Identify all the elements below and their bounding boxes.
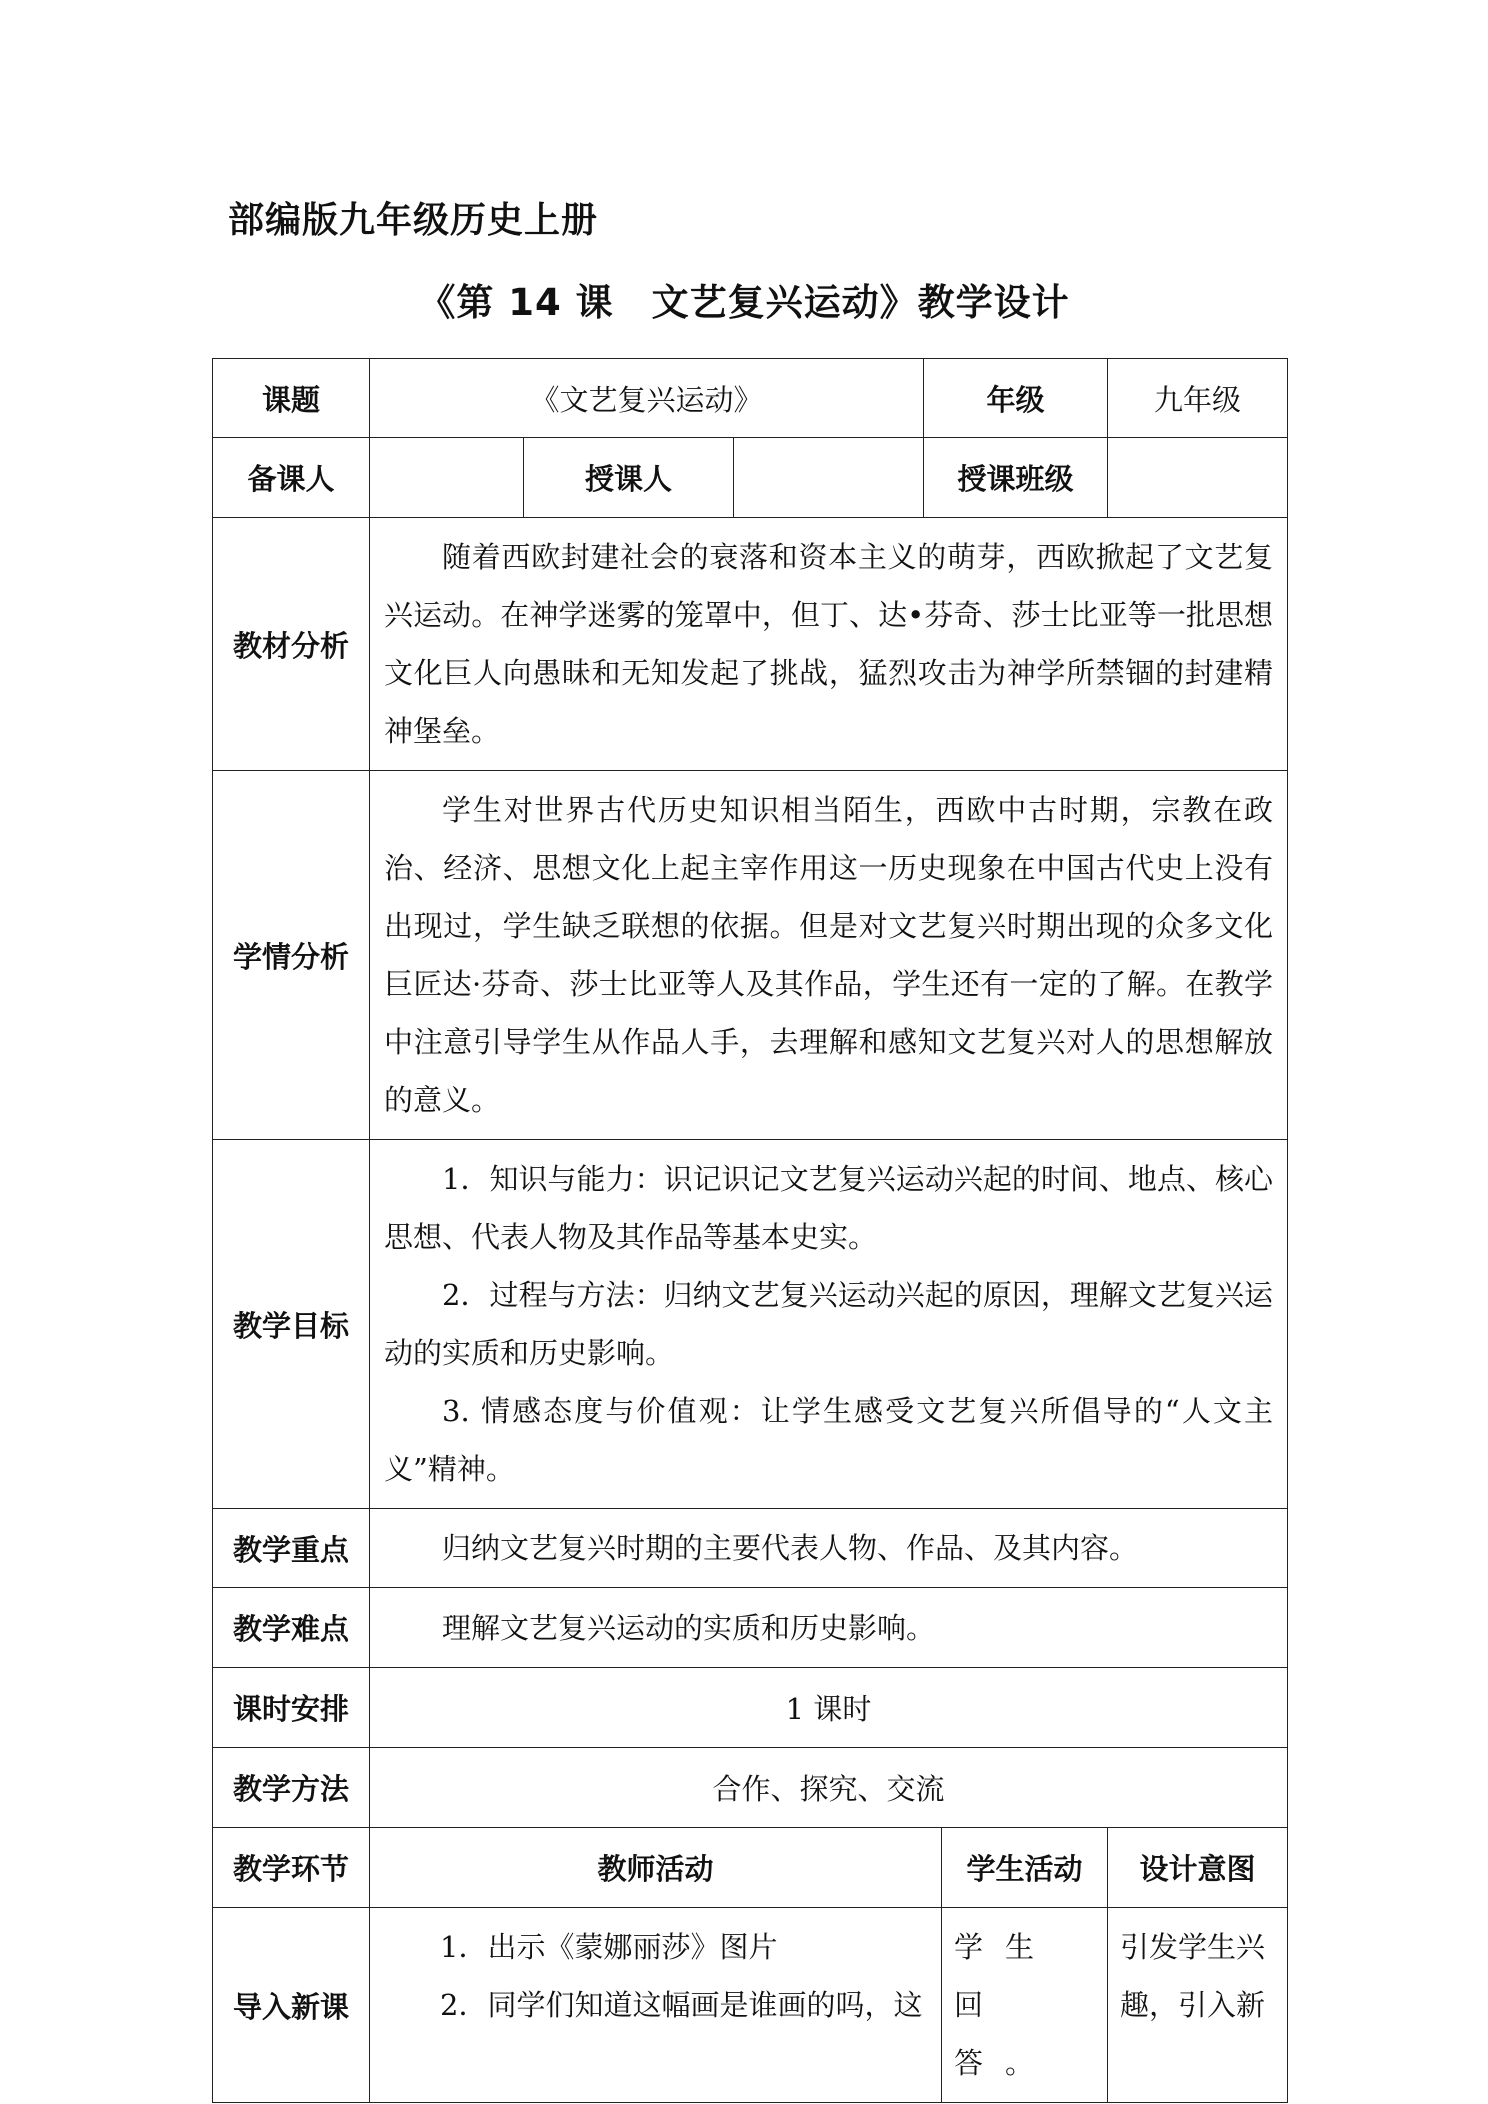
- row-goals: [213, 1140, 1288, 1509]
- intro-step-1: 1．出示《蒙娜丽莎》图片: [440, 1930, 778, 1964]
- hours-value: 1 课时: [370, 1668, 1288, 1748]
- material-text: 随着西欧封建社会的衰落和资本主义的萌芽，西欧掀起了文艺复兴运动。在神学迷雾的笼罩中，但丁、达•芬奇、莎士比亚等一批思想文化巨人向愚昧和无知发起了挑战，猛烈攻击为神学所禁锢的封建精神堡垒。: [370, 518, 1288, 771]
- intro-design-intent: 引发学生兴趣，引入新: [1108, 1908, 1288, 2103]
- intro-label: 导入新课: [213, 1908, 370, 2103]
- intro-student-activity: 学生回答。: [942, 1908, 1108, 2103]
- row-method: [213, 1748, 1288, 1828]
- row-intro: [213, 1908, 1288, 2103]
- doc-title-line2: 《第 14 课 文艺复兴运动》教学设计: [418, 281, 1070, 324]
- hours-label: 课时安排: [213, 1668, 370, 1748]
- row-students: [213, 771, 1288, 1140]
- goal-3: 3. 情感态度与价值观：让学生感受文艺复兴所倡导的“人文主义”精神。: [384, 1394, 1274, 1486]
- class-label: 授课班级: [924, 438, 1108, 518]
- design-intent-header: 设计意图: [1108, 1828, 1288, 1908]
- intro-step-2: 2．同学们知道这幅画是谁画的吗，这: [440, 1988, 923, 2022]
- doc-title-line1: 部编版九年级历史上册: [228, 200, 599, 241]
- intro-teacher-activity: [370, 1908, 942, 2103]
- material-label: 教材分析: [213, 518, 370, 771]
- teacher-label: 授课人: [524, 438, 734, 518]
- grade-value: 九年级: [1108, 359, 1288, 438]
- row-difficult: [213, 1588, 1288, 1668]
- difficult-text: 理解文艺复兴运动的实质和历史影响。: [370, 1588, 1288, 1668]
- stage-header: 教学环节: [213, 1828, 370, 1908]
- method-label: 教学方法: [213, 1748, 370, 1828]
- class-value: [1108, 438, 1288, 518]
- topic-value: 《文艺复兴运动》: [370, 359, 924, 438]
- row-hours: [213, 1668, 1288, 1748]
- topic-label: 课题: [213, 359, 370, 438]
- students-text: 学生对世界古代历史知识相当陌生，西欧中古时期，宗教在政治、经济、思想文化上起主宰作用这一历史现象在中国古代史上没有出现过，学生缺乏联想的依据。但是对文艺复兴时期出现的众多文化巨匠达·芬奇、莎士比亚等人及其作品，学生还有一定的了解。在教学中注意引导学生从作品人手，去理解和感知文艺复兴对人的思想解放的意义。: [370, 771, 1288, 1140]
- student-activity-header: 学生活动: [942, 1828, 1108, 1908]
- goal-2: 2．过程与方法：归纳文艺复兴运动兴起的原因，理解文艺复兴运动的实质和历史影响。: [384, 1278, 1274, 1370]
- teacher-activity-header: 教师活动: [370, 1828, 942, 1908]
- goals-text: [370, 1140, 1288, 1509]
- key-label: 教学重点: [213, 1509, 370, 1588]
- goal-1: 1．知识与能力：识记识记文艺复兴运动兴起的时间、地点、核心思想、代表人物及其作品等基本史实。: [384, 1162, 1274, 1254]
- key-text: 归纳文艺复兴时期的主要代表人物、作品、及其内容。: [370, 1509, 1288, 1588]
- difficult-label: 教学难点: [213, 1588, 370, 1668]
- row-topic: [213, 359, 1288, 438]
- lesson-plan-table: [212, 358, 1288, 2103]
- grade-label: 年级: [924, 359, 1108, 438]
- students-label: 学情分析: [213, 771, 370, 1140]
- row-headers: [213, 1828, 1288, 1908]
- method-value: 合作、探究、交流: [370, 1748, 1288, 1828]
- row-material: [213, 518, 1288, 771]
- prep-teacher-label: 备课人: [213, 438, 370, 518]
- row-staff: [213, 438, 1288, 518]
- row-key: [213, 1509, 1288, 1588]
- goals-label: 教学目标: [213, 1140, 370, 1509]
- prep-teacher-value: [370, 438, 524, 518]
- teacher-value: [734, 438, 924, 518]
